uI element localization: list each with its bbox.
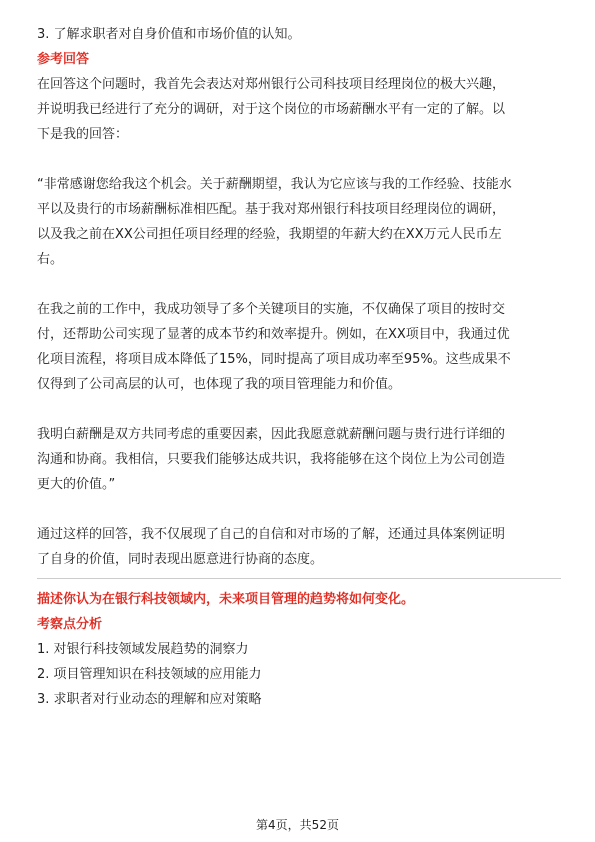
answer-paragraph-1 (37, 72, 561, 147)
question-heading: 描述你认为在银行科技领域内，未来项目管理的趋势将如何变化。 (37, 592, 415, 607)
analysis-list (37, 637, 561, 712)
text-line: 化项目流程，将项目成本降低了15%，同时提高了项目成功率至95%。这些成果不 (37, 352, 511, 367)
text-line: 了自身的价值，同时表现出愿意进行协商的态度。 (37, 552, 324, 567)
intro-item: 3. 了解求职者对自身价值和市场价值的认知。 (37, 27, 301, 42)
answer-paragraph-5 (37, 522, 561, 572)
paragraph-gap (37, 397, 561, 422)
paragraph-gap (37, 147, 561, 172)
text-line: 以及我之前在XX公司担任项目经理的经验，我期望的年薪大约在XX万元人民币左 (37, 227, 502, 242)
text-line: “非常感谢您给我这个机会。关于薪酬期望，我认为它应该与我的工作经验、技能水 (37, 177, 512, 192)
text-line: 通过这样的回答，我不仅展现了自己的自信和对市场的了解，还通过具体案例证明 (37, 527, 506, 542)
list-item: 1. 对银行科技领域发展趋势的洞察力 (37, 642, 249, 657)
text-line: 我明白薪酬是双方共同考虑的重要因素，因此我愿意就薪酬问题与贵行进行详细的 (37, 427, 506, 442)
reference-answer-heading: 参考回答 (37, 52, 90, 67)
text-line: 更大的价值。” (37, 477, 116, 492)
document-page (37, 22, 561, 712)
answer-paragraph-3 (37, 297, 561, 397)
text-line: 右。 (37, 252, 64, 267)
text-line: 在我之前的工作中，我成功领导了多个关键项目的实施，不仅确保了项目的按时交 (37, 302, 506, 317)
page-footer: 第4页，共52页 (256, 818, 339, 832)
analysis-heading: 考察点分析 (37, 617, 103, 632)
section-divider (37, 578, 561, 579)
text-line: 下是我的回答： (37, 127, 129, 142)
text-line: 仅得到了公司高层的认可，也体现了我的项目管理能力和价值。 (37, 377, 402, 392)
text-line: 沟通和协商。我相信，只要我们能够达成共识，我将能够在这个岗位上为公司创造 (37, 452, 506, 467)
text-line: 在回答这个问题时，我首先会表达对郑州银行公司科技项目经理岗位的极大兴趣， (37, 77, 506, 92)
text-line: 平以及贵行的市场薪酬标准相匹配。基于我对郑州银行科技项目经理岗位的调研， (37, 202, 506, 217)
answer-paragraph-4 (37, 422, 561, 497)
paragraph-gap (37, 272, 561, 297)
list-item: 2. 项目管理知识在科技领域的应用能力 (37, 667, 262, 682)
paragraph-gap (37, 497, 561, 522)
answer-paragraph-2 (37, 172, 561, 272)
text-line: 付，还帮助公司实现了显著的成本节约和效率提升。例如，在XX项目中，我通过优 (37, 327, 510, 342)
text-line: 并说明我已经进行了充分的调研，对于这个岗位的市场薪酬水平有一定的了解。以 (37, 102, 506, 117)
list-item: 3. 求职者对行业动态的理解和应对策略 (37, 692, 262, 707)
